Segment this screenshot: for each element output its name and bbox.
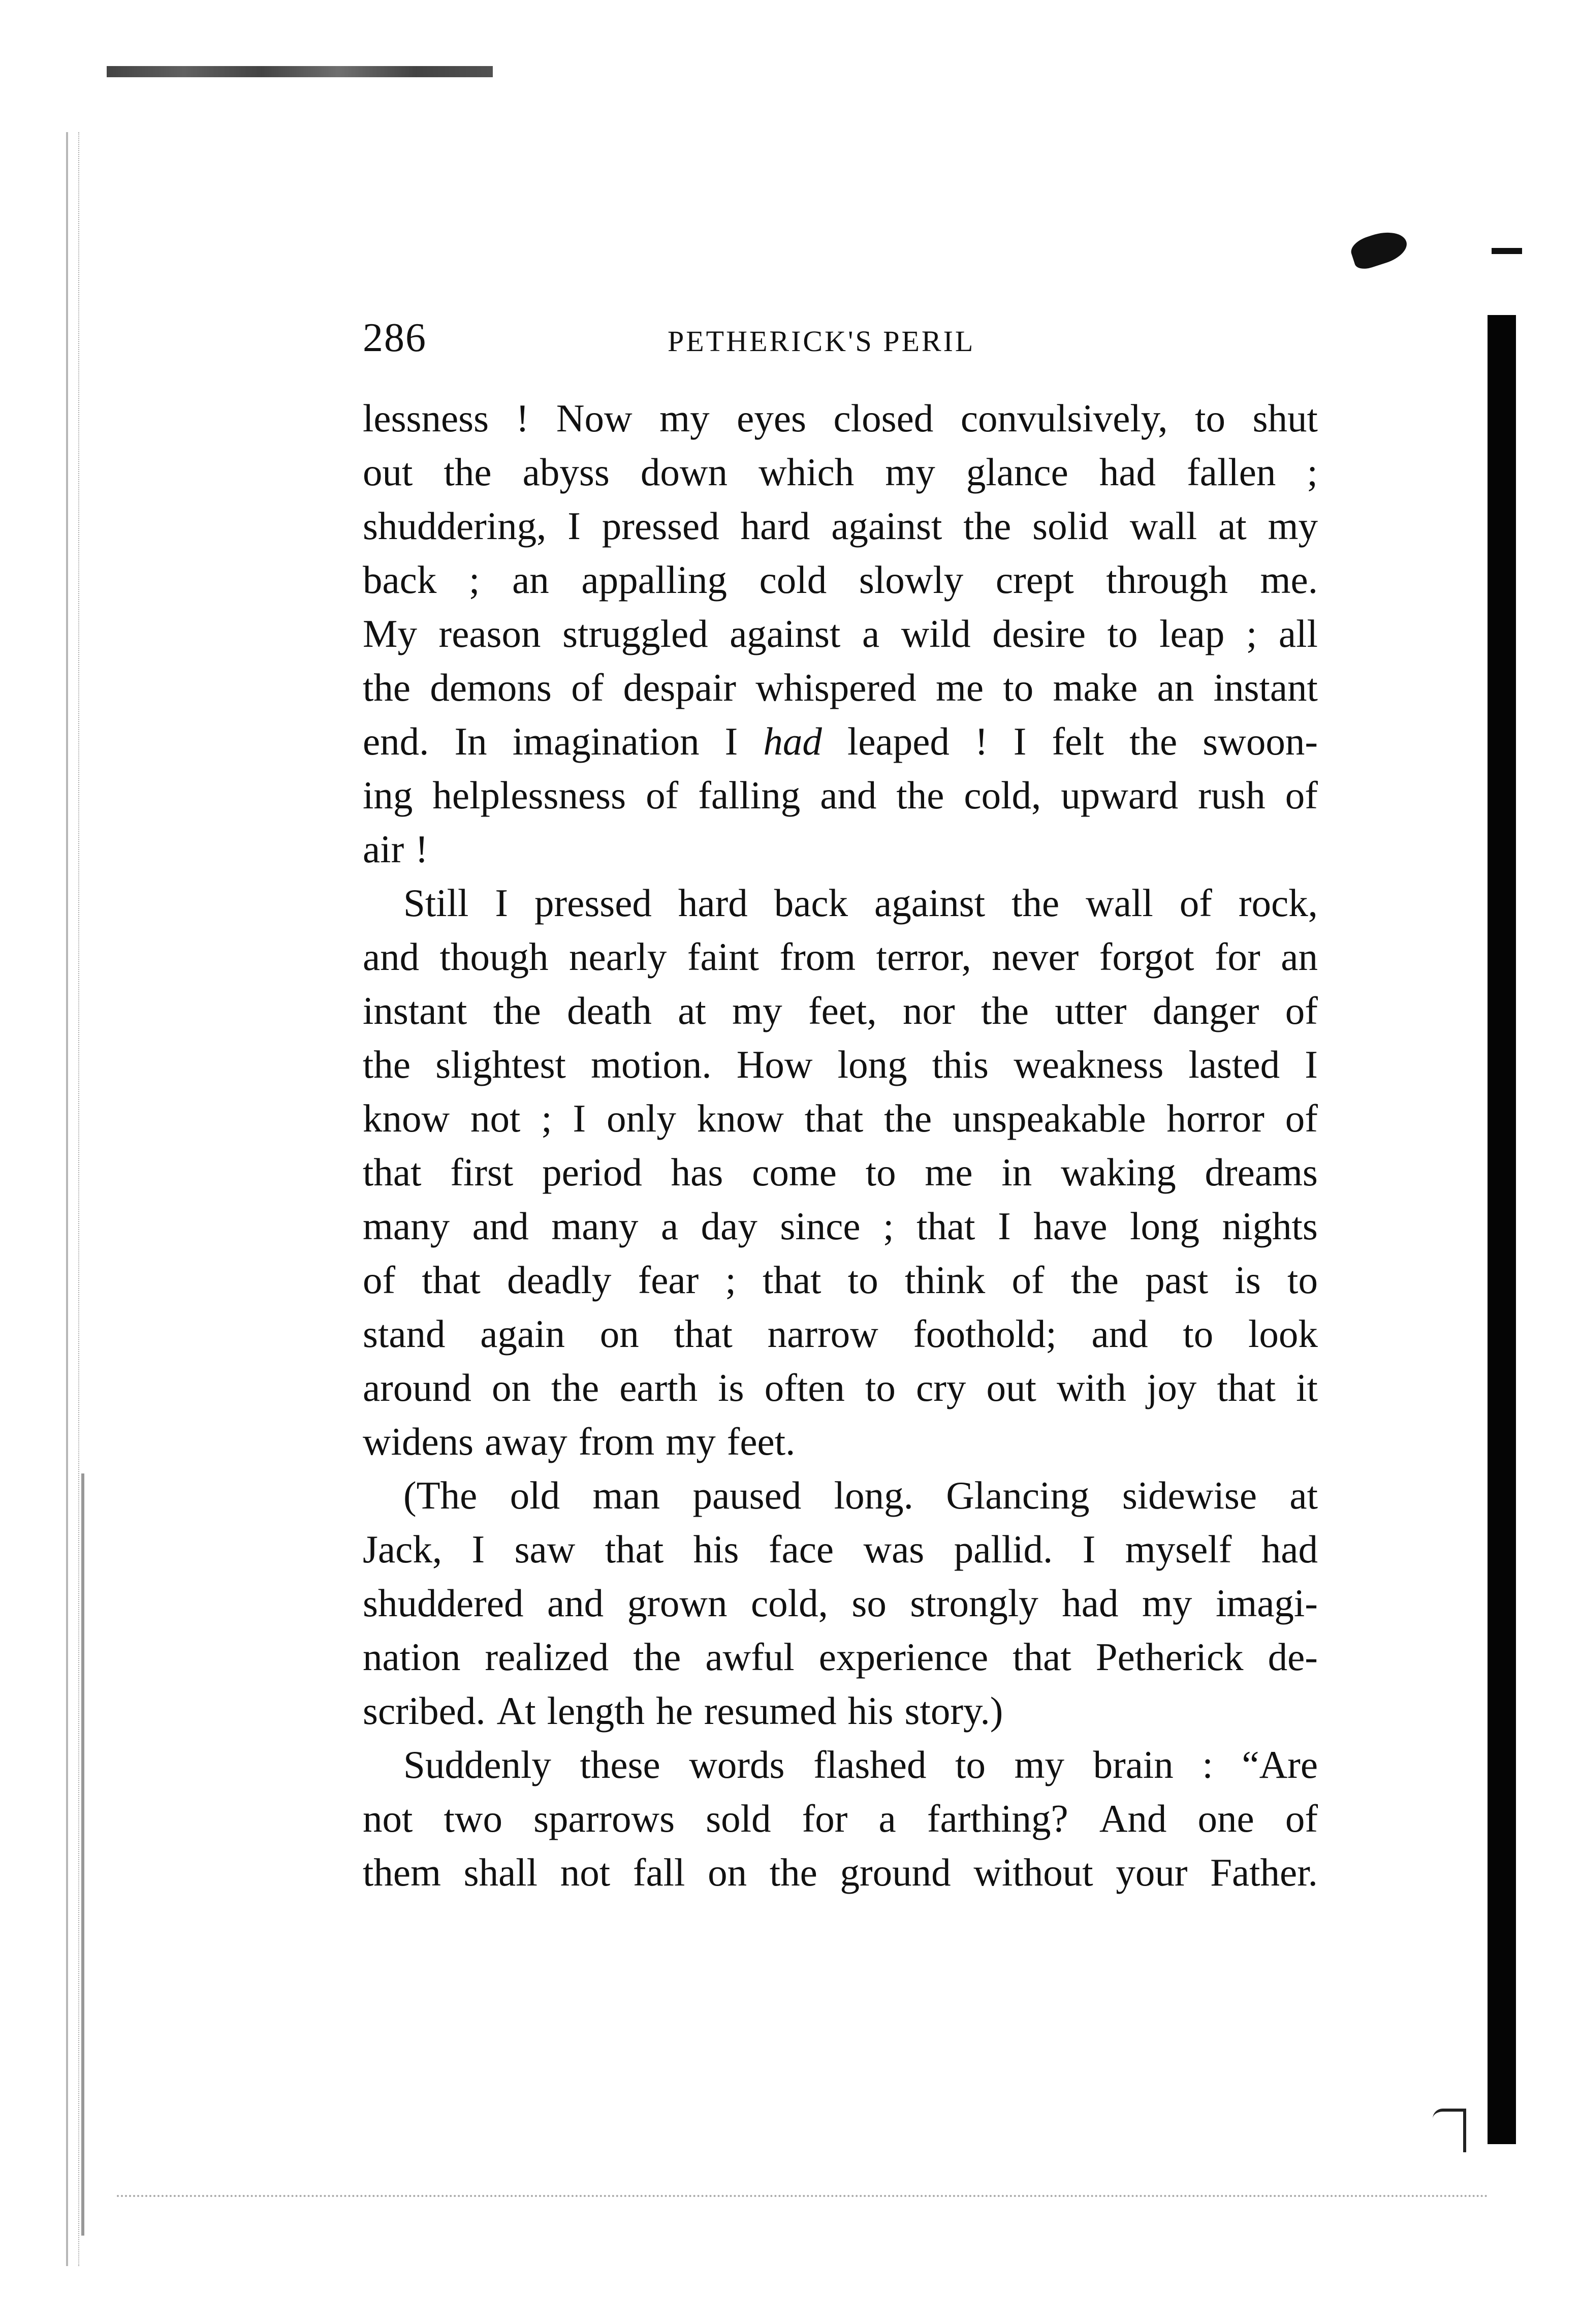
text-line: know not ; I only know that the unspeakable horror of (363, 1096, 1318, 1140)
text-line: instant the death at my feet, nor the utter danger of (363, 989, 1318, 1032)
page-number: 286 (363, 316, 427, 360)
text-line: shuddering, I pressed hard against the solid wall at my (363, 504, 1318, 548)
text-line: shuddered and grown cold, so strongly had my imagi- (363, 1581, 1318, 1625)
text-line: Jack, I saw that his face was pallid. I myself had (363, 1527, 1318, 1571)
scan-artifact-right-dash (1492, 248, 1522, 254)
text-line: of that deadly fear ; that to think of the past is to (363, 1258, 1318, 1302)
text-line: and though nearly faint from terror, never forgot for an (363, 935, 1318, 979)
running-title: PETHERICK'S PERIL (668, 325, 975, 358)
text-line: that first period has come to me in waking dreams (363, 1150, 1318, 1194)
text-line: My reason struggled against a wild desire to leap ; all (363, 612, 1318, 655)
text-line: Suddenly these words flashed to my brain : “Are (403, 1743, 1318, 1786)
text-line: not two sparrows sold for a farthing? And one of (363, 1797, 1318, 1840)
text-line: ing helplessness of falling and the cold, upward rush of (363, 773, 1318, 817)
text-line: the slightest motion. How long this weakness lasted I (363, 1043, 1318, 1086)
text-line: around on the earth is often to cry out with joy that it (363, 1366, 1318, 1409)
scan-artifact-top-bar (107, 66, 493, 77)
text-line: the demons of despair whispered me to make an instant (363, 666, 1318, 709)
ink-blot-mark (1348, 226, 1410, 272)
scan-artifact-right-bar (1488, 315, 1516, 2144)
text-line: widens away from my feet. (363, 1420, 796, 1463)
scan-artifact-left-binding (81, 1473, 100, 2236)
text-line: scribed. At length he resumed his story.) (363, 1689, 1003, 1733)
text-line: air ! (363, 827, 428, 871)
scan-artifact-bottom-noise (117, 2180, 1489, 2197)
text-line: back ; an appalling cold slowly crept through me. (363, 558, 1318, 602)
text-line: (The old man paused long. Glancing sidewise at (403, 1473, 1318, 1517)
text-line: them shall not fall on the ground without your Father. (363, 1850, 1318, 1894)
text-line: lessness ! Now my eyes closed convulsively, to shut (363, 396, 1318, 440)
text-line: end. In imagination I had leaped ! I felt the swoon- (363, 719, 1318, 763)
text-line: many and many a day since ; that I have long nights (363, 1204, 1318, 1248)
text-line: out the abyss down which my glance had fallen ; (363, 450, 1318, 494)
body-text (363, 391, 1318, 1899)
text-line: Still I pressed hard back against the wall of rock, (403, 881, 1318, 925)
scan-artifact-left-edge (66, 132, 79, 2266)
text-line: nation realized the awful experience that Petherick de- (363, 1635, 1318, 1679)
running-head (363, 311, 1318, 367)
text-line: stand again on that narrow foothold; and to look (363, 1312, 1318, 1356)
scan-artifact-corner-mark (1433, 2109, 1466, 2152)
